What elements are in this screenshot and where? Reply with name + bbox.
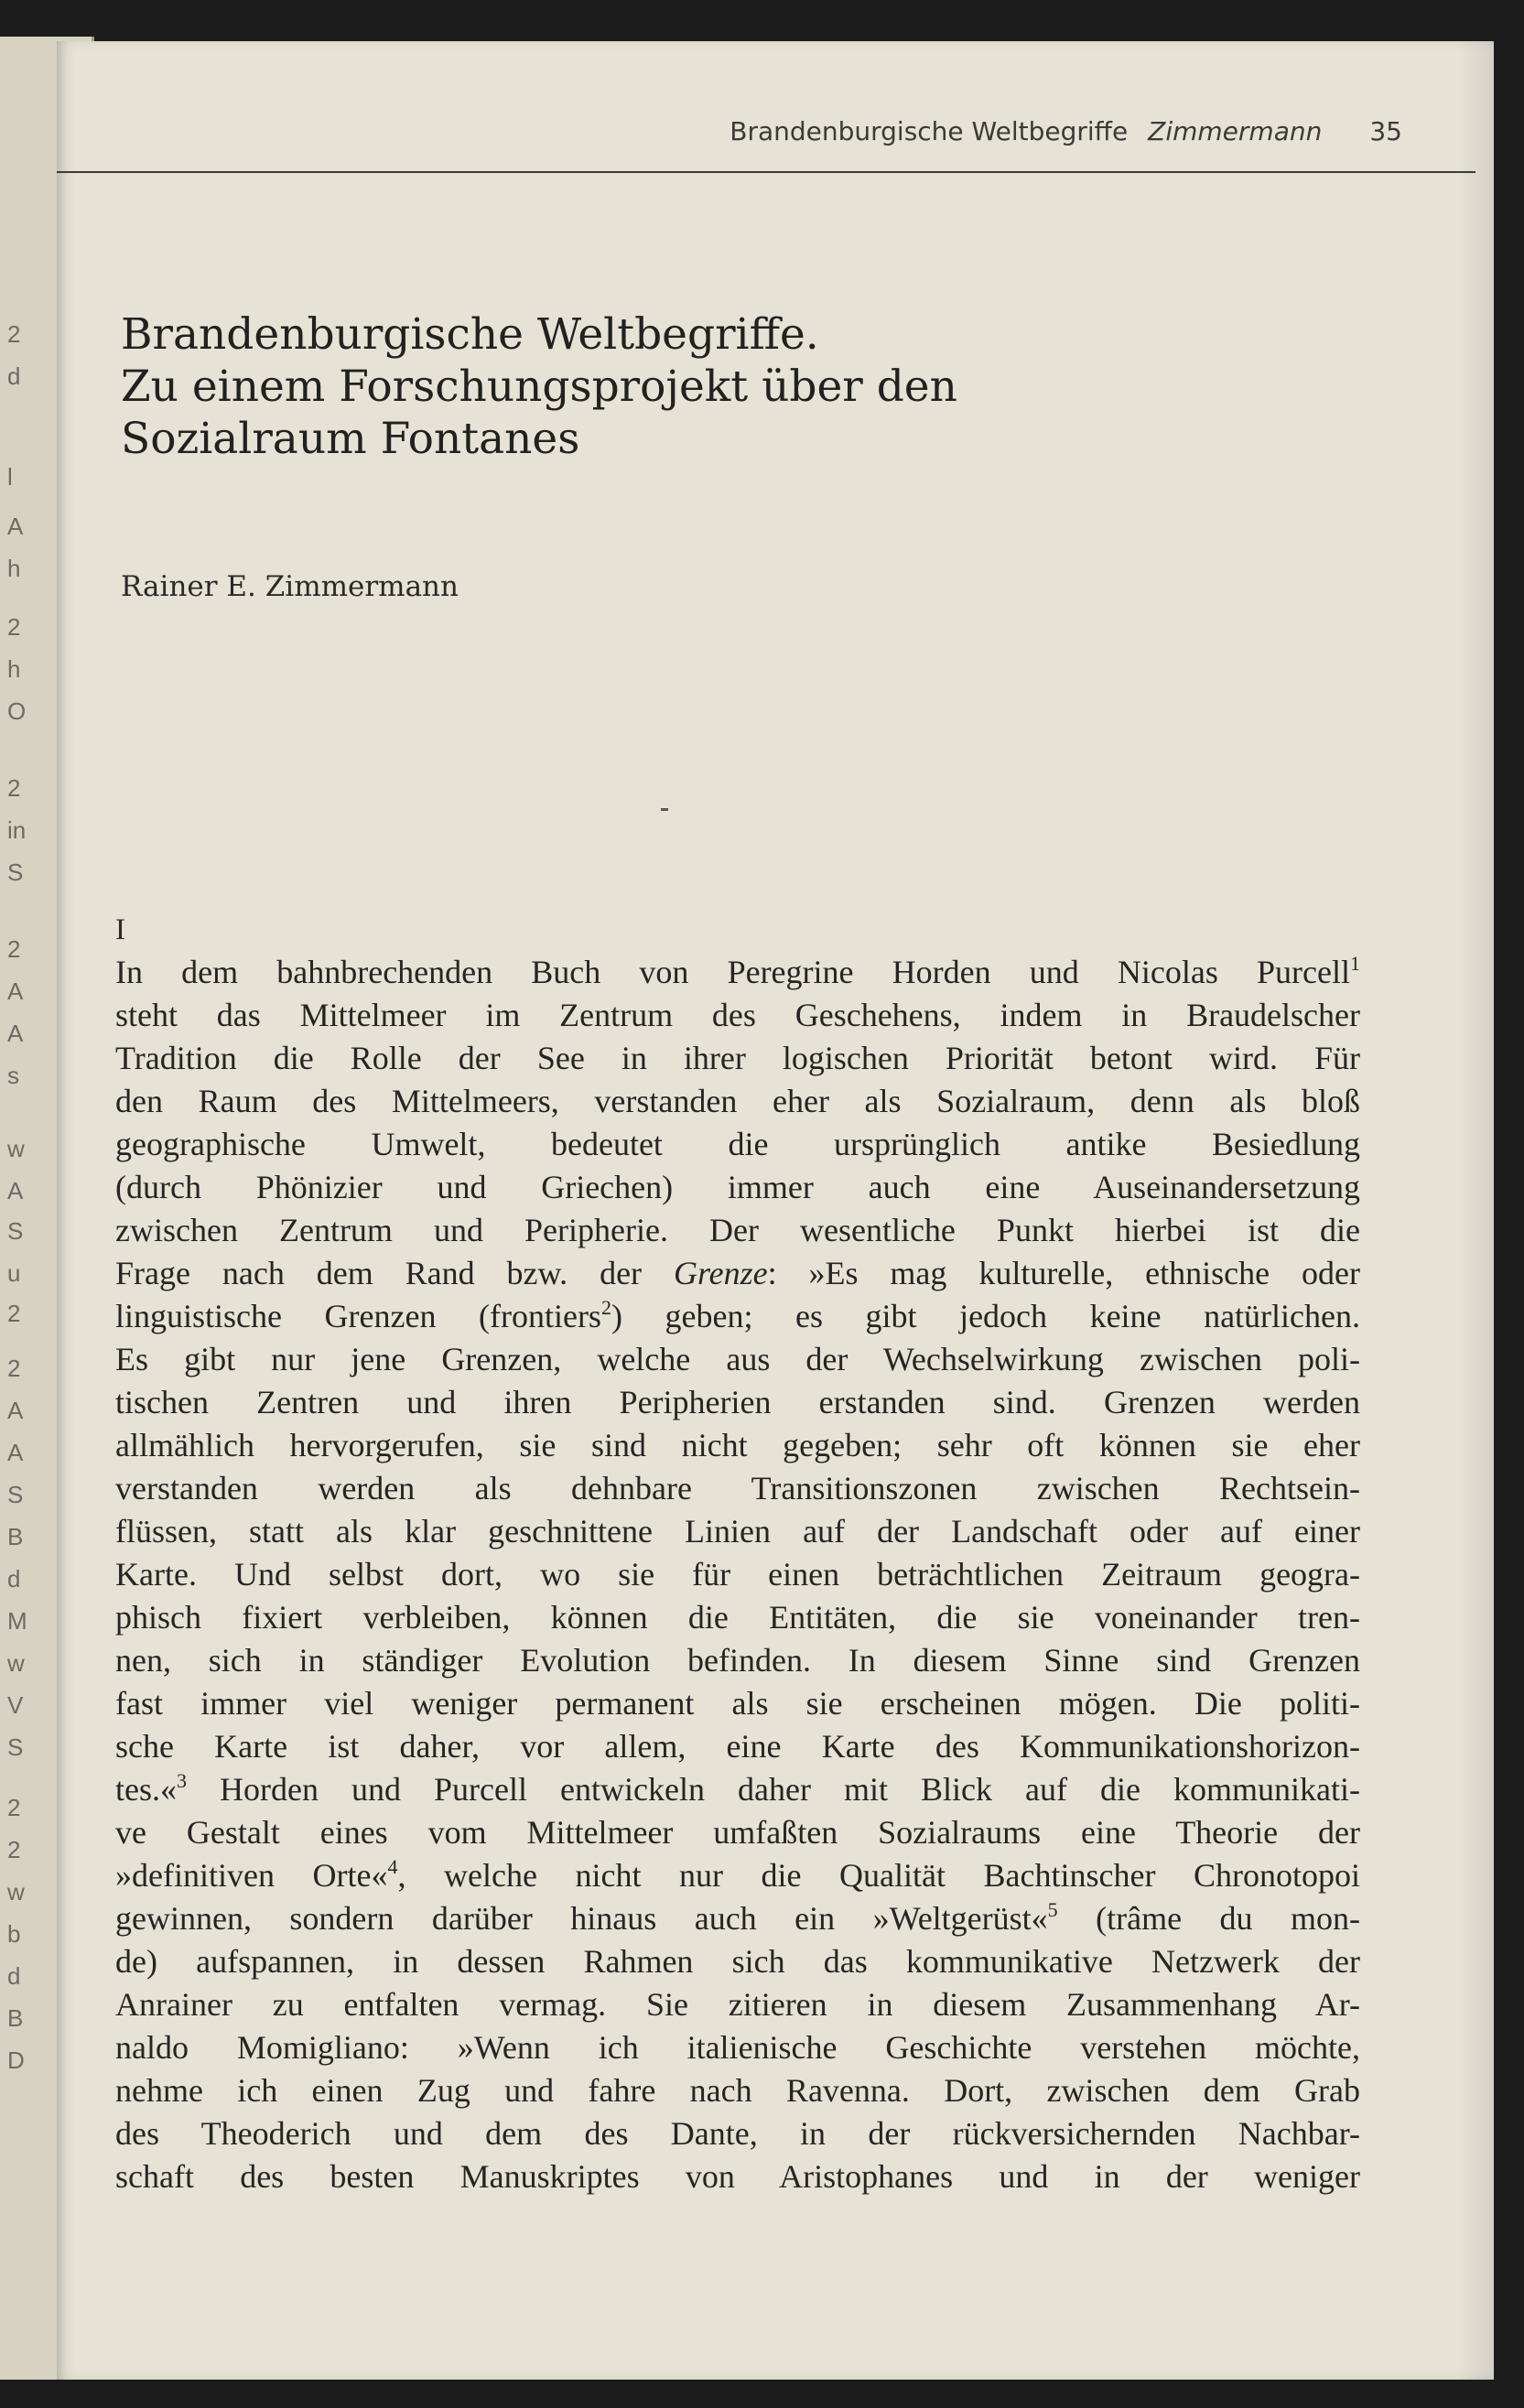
prev-page-glyph: w	[7, 1649, 25, 1677]
prev-page-glyph: M	[7, 1607, 27, 1635]
body-line: sche Karte ist daher, vor allem, eine Karte des Kommunikationshorizon-	[115, 1728, 1360, 1765]
prev-page-glyph: 2	[7, 1836, 21, 1863]
body-line: des Theoderich und dem des Dante, in der rückversichernden Nachbar-	[115, 2115, 1360, 2152]
article-body	[115, 951, 1360, 2198]
body-line: »definitiven Orte«$^4$, welche nicht nur die Qualität Bachtinscher Chronotopoi	[115, 1855, 1361, 1894]
body-line: geographische Umwelt, bedeutet die ursprünglich antike Besiedlung	[115, 1126, 1360, 1162]
print-speck	[661, 808, 668, 811]
body-line: de) aufspannen, in dessen Rahmen sich das kommunikative Netzwerk der	[115, 1943, 1360, 1980]
prev-page-glyph: 2	[7, 1300, 21, 1327]
body-line: nen, sich in ständiger Evolution befinden. In diesem Sinne sind Grenzen	[115, 1642, 1360, 1679]
article-title	[121, 308, 1219, 465]
running-header	[730, 116, 1402, 146]
prev-page-glyph: d	[7, 1565, 21, 1593]
body-line: schaft des besten Manuskriptes von Aristophanes und in der weniger	[115, 2158, 1360, 2195]
prev-page-glyph: A	[7, 513, 24, 540]
body-line: Es gibt nur jene Grenzen, welche aus der Wechselwirkung zwischen poli-	[115, 1341, 1360, 1377]
body-line: Anrainer zu entfalten vermag. Sie zitieren in diesem Zusammenhang Ar-	[115, 1986, 1360, 2023]
prev-page-glyph: u	[7, 1259, 21, 1287]
prev-page-glyph: in	[7, 816, 27, 844]
prev-page-glyph: 2	[7, 613, 21, 641]
body-line: In dem bahnbrechenden Buch von Peregrine Horden und Nicolas Purcell$^1$	[115, 952, 1360, 990]
prev-page-glyph: S	[7, 1481, 24, 1508]
prev-page-glyph: w	[7, 1878, 25, 1906]
body-line: phisch fixiert verbleiben, können die Entitäten, die sie voneinander tren-	[115, 1599, 1360, 1636]
body-line: den Raum des Mittelmeers, verstanden eher als Sozialraum, denn als bloß	[115, 1083, 1360, 1119]
body-line: (durch Phönizier und Griechen) immer auch eine Auseinandersetzung	[115, 1169, 1360, 1205]
body-line: tes.«$^3$ Horden und Purcell entwickeln daher mit Blick auf die kommunikati-	[115, 1769, 1360, 1808]
body-line: steht das Mittelmeer im Zentrum des Geschehens, indem in Braudelscher	[115, 997, 1360, 1033]
prev-page-glyph: d	[7, 362, 21, 390]
prev-page-glyph: S	[7, 1733, 24, 1761]
body-line: nehme ich einen Zug und fahre nach Ravenna. Dort, zwischen dem Grab	[115, 2072, 1360, 2109]
prev-page-glyph: 2	[7, 774, 21, 802]
prev-page-glyph: B	[7, 1523, 24, 1550]
prev-page-glyph: w	[7, 1135, 25, 1162]
prev-page-glyph: S	[7, 858, 24, 886]
body-line: Karte. Und selbst dort, wo sie für einen beträchtlichen Zeitraum geogra-	[115, 1556, 1360, 1593]
prev-page-glyph: O	[7, 697, 27, 725]
prev-page-glyph: V	[7, 1691, 24, 1719]
body-line: naldo Momigliano: »Wenn ich italienische Geschichte verstehen möchte,	[115, 2029, 1360, 2066]
section-number: I	[115, 913, 125, 946]
body-line: Frage nach dem Rand bzw. der Grenze: »Es mag kulturelle, ethnische oder	[115, 1255, 1361, 1291]
prev-page-glyph: B	[7, 2004, 24, 2032]
prev-page-glyph: A	[7, 1397, 24, 1424]
prev-page-glyph: S	[7, 1217, 24, 1245]
title-line: Brandenburgische Weltbegriffe.	[121, 309, 819, 360]
body-line: flüssen, statt als klar geschnittene Linien auf der Landschaft oder auf einer	[115, 1513, 1360, 1550]
title-line: Zu einem Forschungsprojekt über den	[121, 362, 957, 412]
body-line: allmählich hervorgerufen, sie sind nicht gegeben; sehr oft können sie eher	[115, 1427, 1360, 1463]
prev-page-glyph: h	[7, 555, 21, 582]
prev-page-glyph: A	[7, 977, 24, 1005]
prev-page-glyph: h	[7, 655, 21, 683]
article-author: Rainer E. Zimmermann	[121, 570, 459, 603]
header-rule	[57, 171, 1475, 173]
title-line: Sozialraum Fontanes	[121, 414, 580, 464]
page-edge-shadow	[1457, 41, 1494, 2380]
body-line: ve Gestalt eines vom Mittelmeer umfaßten Sozialraums eine Theorie der	[115, 1814, 1360, 1851]
prev-page-glyph: b	[7, 1920, 21, 1948]
book-page	[57, 41, 1494, 2380]
prev-page-glyph: d	[7, 1962, 21, 1990]
prev-page-glyph: 2	[7, 320, 21, 348]
prev-page-glyph: A	[7, 1020, 24, 1047]
body-line: verstanden werden als dehnbare Transitionszonen zwischen Rechtsein-	[115, 1470, 1360, 1506]
running-author: Zimmermann	[1148, 116, 1323, 146]
body-line: gewinnen, sondern darüber hinaus auch ein »Weltgerüst«$^5$ (trâme du mon-	[115, 1898, 1360, 1937]
body-line: linguistische Grenzen (frontiers$^2$) geben; es gibt jedoch keine natürlichen.	[115, 1296, 1360, 1334]
body-line: fast immer viel weniger permanent als sie erscheinen mögen. Die politi-	[115, 1685, 1360, 1722]
prev-page-glyph: A	[7, 1177, 24, 1204]
prev-page-glyph: A	[7, 1439, 24, 1466]
body-line: zwischen Zentrum und Peripherie. Der wesentliche Punkt hierbei ist die	[115, 1212, 1360, 1248]
prev-page-glyph: 2	[7, 1794, 21, 1821]
running-title: Brandenburgische Weltbegriffe	[730, 116, 1129, 146]
body-line: Tradition die Rolle der See in ihrer logischen Priorität betont wird. Für	[115, 1040, 1360, 1076]
prev-page-glyph: 2	[7, 935, 21, 963]
prev-page-glyph: D	[7, 2046, 25, 2074]
page-number: 35	[1369, 116, 1402, 146]
prev-page-glyph: l	[7, 463, 13, 491]
prev-page-glyph: s	[7, 1062, 19, 1089]
prev-page-glyph: 2	[7, 1355, 21, 1382]
body-line: tischen Zentren und ihren Peripherien erstanden sind. Grenzen werden	[115, 1384, 1360, 1420]
